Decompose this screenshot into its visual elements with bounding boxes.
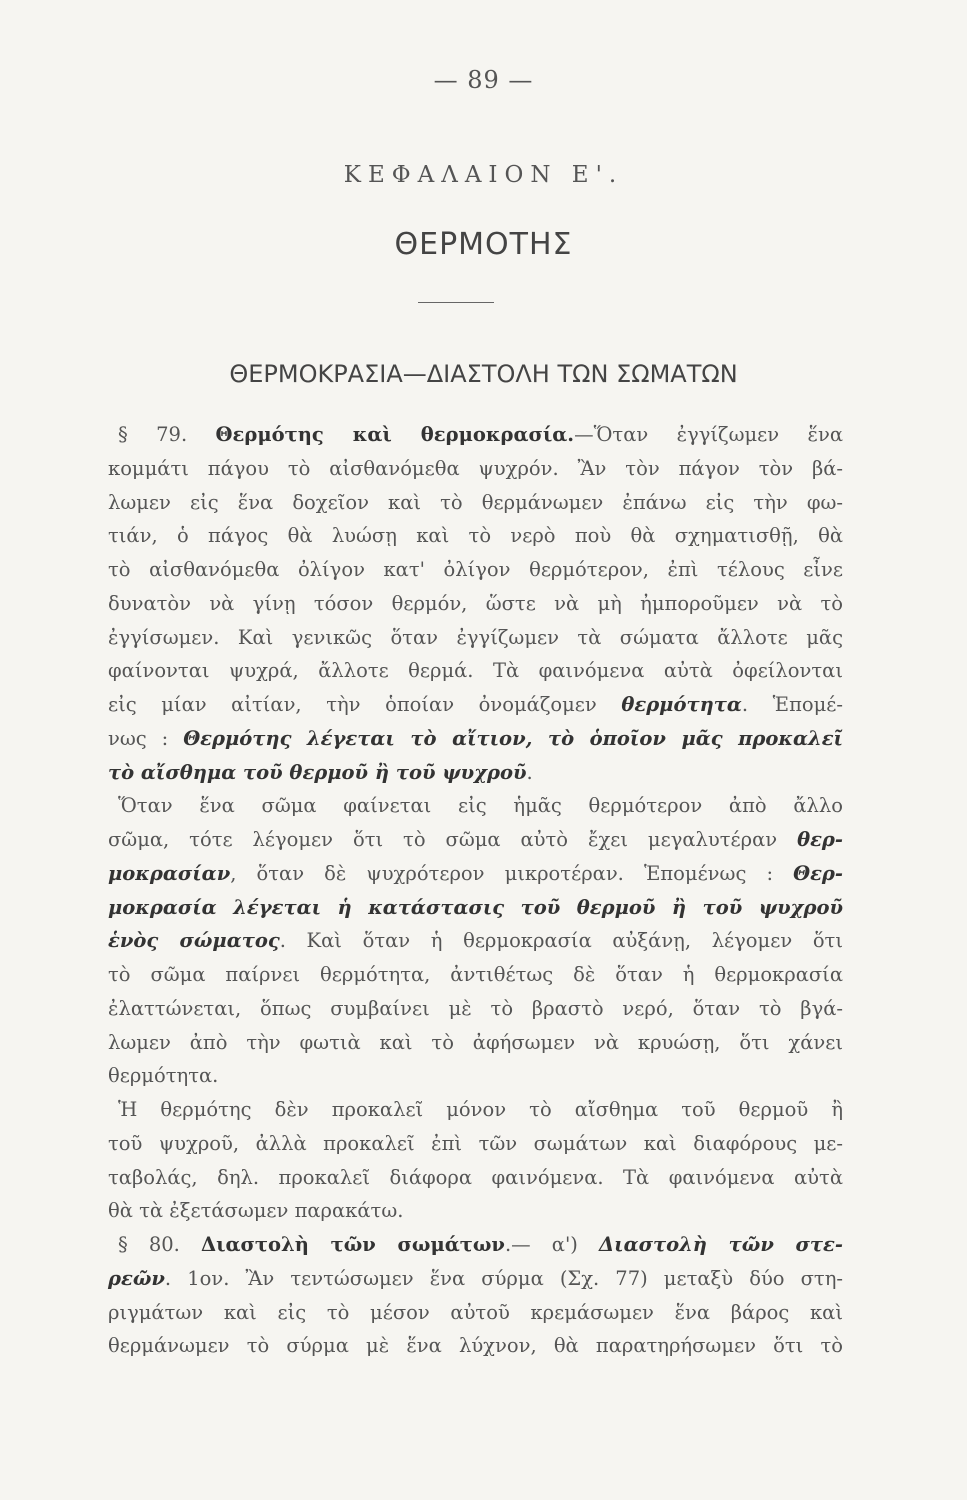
- text-line: [108, 486, 843, 520]
- text-segment: § 79.: [118, 423, 216, 446]
- text-segment: εἰς μίαν αἰτίαν, τὴν ὁποίαν ὀνομάζομεν: [108, 693, 622, 716]
- text-line: [108, 621, 843, 655]
- text-segment: Θερ-: [793, 861, 843, 885]
- text-line: [108, 1026, 843, 1060]
- text-segment: θερμότητα.: [108, 1064, 219, 1088]
- text-line: [108, 958, 843, 992]
- chapter-title: ΘΕΡΜΟΤΗΣ: [394, 227, 573, 262]
- text-segment: ρεῶν: [108, 1266, 165, 1290]
- text-segment: . Καὶ ὅταν ἡ θερμοκρασία αὐξάνῃ, λέγομεν ὅτι: [279, 929, 843, 953]
- text-segment: μοκρασία λέγεται ἡ κατάστασις τοῦ θερμοῦ ἢ τοῦ ψυχροῦ: [108, 895, 843, 919]
- text-line: [108, 756, 843, 790]
- text-segment: θερ-: [797, 828, 843, 851]
- text-line: [108, 891, 843, 925]
- text-line: [108, 587, 843, 621]
- text-segment: Ὅταν ἕνα σῶμα φαίνεται εἰς ἡμᾶς θερμότερον ἀπὸ ἄλλο: [118, 794, 843, 818]
- text-line: [108, 1059, 843, 1093]
- text-segment: . Ἑπομέ-: [741, 693, 843, 716]
- page-number: — 89 —: [433, 66, 534, 94]
- text-segment: .: [526, 760, 533, 784]
- text-segment: ἐλαττώνεται, ὅπως συμβαίνει μὲ τὸ βραστὸ νερό, ὅταν τὸ βγά-: [108, 996, 843, 1020]
- text-line: [108, 1093, 843, 1127]
- text-segment: θερμότητα: [621, 693, 742, 716]
- text-line: [108, 823, 843, 857]
- text-line: [108, 519, 843, 553]
- text-segment: λωμεν ἀπὸ τὴν φωτιὰ καὶ τὸ ἀφήσωμεν νὰ κρυώσῃ, ὅτι χάνει: [108, 1030, 843, 1054]
- text-segment: . 1ον. Ἂν τεντώσωμεν ἕνα σύρμα (Σχ. 77) μεταξὺ δύο στη-: [164, 1266, 843, 1290]
- text-line: [108, 654, 843, 688]
- text-segment: ταβολάς, δηλ. προκαλεῖ διάφορα φαινόμενα. Τὰ φαινόμενα αὐτὰ: [108, 1165, 843, 1189]
- chapter-heading: ΚΕΦΑΛΑΙΟΝ Ε'.: [343, 162, 624, 188]
- text-segment: σῶμα, τότε λέγομεν ὅτι τὸ σῶμα αὐτὸ ἔχει μεγαλυτέραν: [108, 828, 798, 851]
- text-line: [108, 1228, 843, 1262]
- text-segment: —Ὅταν ἐγγίζωμεν ἕνα: [574, 423, 843, 446]
- text-line: [108, 789, 843, 823]
- title-divider: [418, 302, 494, 303]
- text-segment: Θερμότης καὶ θερμοκρασία.: [215, 423, 575, 446]
- text-segment: θὰ τὰ ἐξετάσωμεν παρακάτω.: [108, 1199, 404, 1223]
- text-line: [108, 418, 843, 452]
- text-segment: .— α'): [504, 1233, 600, 1256]
- text-segment: τιάν, ὁ πάγος θὰ λυώσῃ καὶ τὸ νερὸ ποὺ θὰ σχηματισθῇ, θὰ: [108, 524, 843, 548]
- text-line: [108, 1329, 843, 1363]
- text-segment: τοῦ ψυχροῦ, ἀλλὰ προκαλεῖ ἐπὶ τῶν σωμάτων καὶ διαφόρους με-: [108, 1131, 843, 1155]
- section-title: ΘΕΡΜΟΚΡΑΣΙΑ—ΔΙΑΣΤΟΛΗ ΤΩΝ ΣΩΜΑΤΩΝ: [229, 360, 738, 388]
- body-text: [108, 418, 843, 1363]
- text-line: [108, 1127, 843, 1161]
- text-line: [108, 452, 843, 486]
- text-segment: κομμάτι πάγου τὸ αἰσθανόμεθα ψυχρόν. Ἂν τὸν πάγον τὸν βά-: [108, 456, 843, 480]
- text-segment: ριγμάτων καὶ εἰς τὸ μέσον αὐτοῦ κρεμάσωμεν ἕνα βάρος καὶ: [108, 1300, 843, 1324]
- text-line: [108, 1161, 843, 1195]
- text-segment: ἐγγίσωμεν. Καὶ γενικῶς ὅταν ἐγγίζωμεν τὰ σώματα ἄλλοτε μᾶς: [108, 625, 843, 649]
- text-line: [108, 722, 843, 756]
- text-line: [108, 924, 843, 958]
- text-segment: μοκρασίαν: [108, 861, 231, 885]
- text-segment: θερμάνωμεν τὸ σύρμα μὲ ἕνα λύχνον, θὰ παρατηρήσωμεν ὅτι τὸ: [108, 1334, 843, 1358]
- text-segment: Διαστολὴ τῶν στε-: [599, 1233, 843, 1256]
- text-segment: Ἡ θερμότης δὲν προκαλεῖ μόνον τὸ αἴσθημα τοῦ θερμοῦ ἢ: [118, 1098, 843, 1121]
- text-line: [108, 1296, 843, 1330]
- text-line: [108, 857, 843, 891]
- text-segment: δυνατὸν νὰ γίνῃ τόσον θερμόν, ὥστε νὰ μὴ ἠμποροῦμεν νὰ τὸ: [108, 591, 843, 615]
- text-segment: Διαστολὴ τῶν σωμάτων: [200, 1233, 505, 1256]
- text-segment: Θερμότης λέγεται τὸ αἴτιον, τὸ ὁποῖον μᾶς προκαλεῖ: [183, 726, 843, 750]
- text-line: [108, 553, 843, 587]
- text-segment: τὸ σῶμα παίρνει θερμότητα, ἀντιθέτως δὲ ὅταν ἡ θερμοκρασία: [108, 963, 843, 986]
- text-line: [108, 1194, 843, 1228]
- text-line: [108, 992, 843, 1026]
- text-segment: τὸ αἰσθανόμεθα ὀλίγον κατ' ὀλίγον θερμότερον, ἐπὶ τέλους εἶνε: [108, 558, 843, 581]
- text-line: [108, 688, 843, 722]
- text-segment: ἑνὸς σώματος: [108, 929, 280, 953]
- text-segment: τὸ αἴσθημα τοῦ θερμοῦ ἢ τοῦ ψυχροῦ: [108, 760, 527, 784]
- text-segment: λωμεν εἰς ἕνα δοχεῖον καὶ τὸ θερμάνωμεν ἐπάνω εἰς τὴν φω-: [108, 490, 843, 514]
- text-segment: νως :: [108, 726, 184, 750]
- text-segment: φαίνονται ψυχρά, ἄλλοτε θερμά. Τὰ φαινόμενα αὐτὰ ὀφείλονται: [108, 659, 843, 683]
- text-segment: § 80.: [118, 1233, 201, 1256]
- text-segment: , ὅταν δὲ ψυχρότερον μικροτέραν. Ἑπομένως :: [230, 861, 794, 885]
- text-line: [108, 1262, 843, 1296]
